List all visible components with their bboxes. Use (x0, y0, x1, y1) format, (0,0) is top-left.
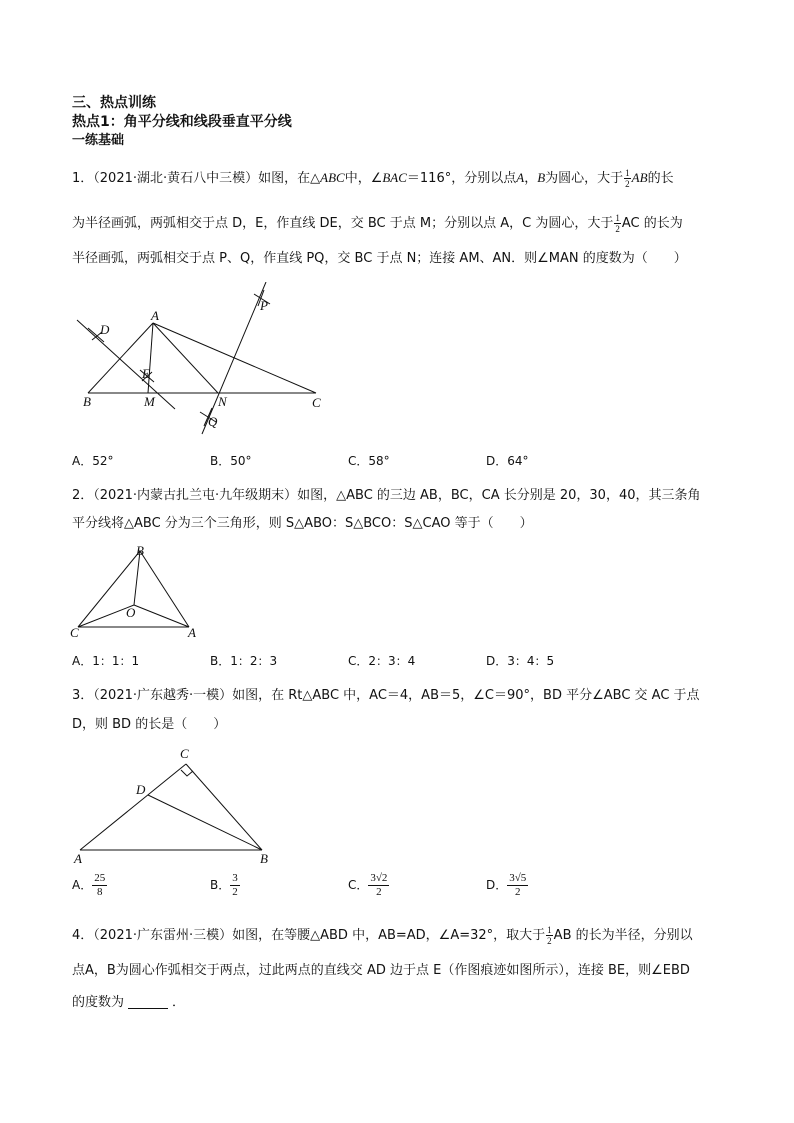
fig1-label-b: B (83, 394, 91, 409)
q1-line-1 (72, 168, 674, 189)
q4-text: 4．（2021·广东雷州·三模）如图，在等腰△ABD 中，AB=AD，∠A=32°，取大于 (72, 928, 546, 943)
q1-text: ， (524, 171, 538, 186)
line-cb-3 (186, 764, 262, 850)
line-an (153, 323, 218, 393)
fig2-label-b: B (136, 543, 144, 558)
fig1-label-e: E (142, 366, 150, 381)
q3-line-2: D，则 BD 的长是（ ） (72, 717, 227, 732)
q1-line-2 (72, 213, 683, 234)
q4-text: 的度数为 (72, 995, 125, 1010)
q1-line-3: 半径画弧，两弧相交于点 P、Q，作直线 PQ，交 BC 于点 N；连接 AM、AN．则∠MAN 的度数为（ ） (72, 251, 687, 266)
q2-figure (68, 543, 208, 641)
q3-option-d[interactable]: D． $\frac{3√5}{2}$ (486, 872, 527, 898)
fig2-label-c: C (70, 625, 79, 640)
fig1-label-m: M (144, 394, 155, 409)
fig3-label-c: C (180, 746, 189, 761)
q1-text: 为圆心，大于 (545, 171, 624, 186)
q4-line-2: 点A，B为圆心作弧相交于两点，过此两点的直线交 AD 边于点 E（作图痕迹如图所示），连接 BE，则∠EBD (72, 963, 690, 978)
q1-text: AC 的长为 (621, 216, 683, 231)
right-angle-mark (181, 770, 193, 776)
q2-option-b[interactable]: B．1：2：3 (210, 654, 278, 668)
fig2-label-a: A (188, 625, 196, 640)
fig1-label-n: N (218, 394, 227, 409)
q2-option-a[interactable]: A．1：1：1 (72, 654, 140, 668)
q1-text: 为半径画弧，两弧相交于点 D，E，作直线 DE，交 BC 于点 M；分别以点 A，C 为圆心，大于 (72, 216, 614, 231)
fig1-label-d: D (100, 322, 110, 337)
fig1-label-c: C (312, 395, 321, 410)
q4-text: ． (172, 995, 186, 1010)
q1-text: 1．（2021·湖北·黄石八中三模）如图，在△ (72, 171, 321, 186)
q2-line-2: 平分线将△ABC 分为三个三角形，则 S△ABO：S△BCO：S△CAO 等于（ ） (72, 516, 533, 531)
line-bd-3 (148, 795, 262, 850)
fig1-label-p: P (260, 298, 268, 313)
q4-answer-blank[interactable] (128, 996, 168, 1009)
q3-option-c[interactable]: C． $\frac{3√2}{2}$ (348, 872, 388, 898)
q3-option-a[interactable]: A． $\frac{25}{8}$ (72, 872, 106, 898)
q1-text: BAC (382, 170, 407, 185)
q1-text: 的长 (647, 171, 674, 186)
q1-text: ＝116°，分别以点 (406, 171, 517, 186)
q1-option-a[interactable]: A．52° (72, 454, 114, 468)
q1-text: AB (631, 170, 648, 185)
q2-option-d[interactable]: D．3：4：5 (486, 654, 555, 668)
q1-fraction-2: $\frac{1}{2}$ (615, 213, 620, 234)
q1-text: B (537, 170, 546, 185)
line-am (148, 323, 153, 393)
q3-figure (72, 742, 282, 868)
q4-text: AB 的长为半径，分别以 (553, 928, 693, 943)
q2-line-1: 2．（2021·内蒙古扎兰屯·九年级期末）如图，△ABC 的三边 AB，BC，CA 长分别是 20，30，40，其三条角 (72, 488, 701, 503)
q4-fraction: $\frac{1}{2}$ (547, 925, 552, 946)
q4-line-1 (72, 925, 693, 946)
fig3-label-b: B (260, 851, 268, 866)
fig3-label-d: D (136, 782, 146, 797)
line-pq (202, 282, 266, 434)
q1-option-d[interactable]: D．64° (486, 454, 529, 468)
q1-fraction: $\frac{1}{2}$ (625, 168, 630, 189)
level-title: 一练基础 (72, 133, 125, 148)
q3-option-b[interactable]: B． $\frac{3}{2}$ (210, 872, 238, 898)
fig2-label-o: O (126, 605, 136, 620)
q1-option-c[interactable]: C．58° (348, 454, 390, 468)
line-ba-2 (140, 551, 189, 627)
line-ab (88, 323, 153, 393)
q1-figure (72, 282, 332, 437)
hotspot-title: 热点1：角平分线和线段垂直平分线 (72, 114, 292, 130)
q2-option-c[interactable]: C．2：3：4 (348, 654, 416, 668)
line-bo (134, 551, 140, 605)
section-title: 三、热点训练 (72, 95, 156, 111)
fig3-label-a: A (74, 851, 82, 866)
q3-line-1: 3．（2021·广东越秀·一模）如图，在 Rt△ABC 中，AC＝4，AB＝5，∠C＝90°，BD 平分∠ABC 交 AC 于点 (72, 688, 700, 703)
q1-text: ABC (320, 170, 345, 185)
fig1-label-q: Q (208, 414, 218, 429)
q1-text: A (516, 170, 525, 185)
q4-line-3 (72, 994, 185, 1012)
line-ao (134, 605, 189, 627)
fig1-label-a: A (151, 308, 159, 323)
q1-option-b[interactable]: B．50° (210, 454, 252, 468)
line-de (77, 320, 175, 409)
q1-text: 中，∠ (344, 171, 383, 186)
line-ac-3 (80, 764, 186, 850)
